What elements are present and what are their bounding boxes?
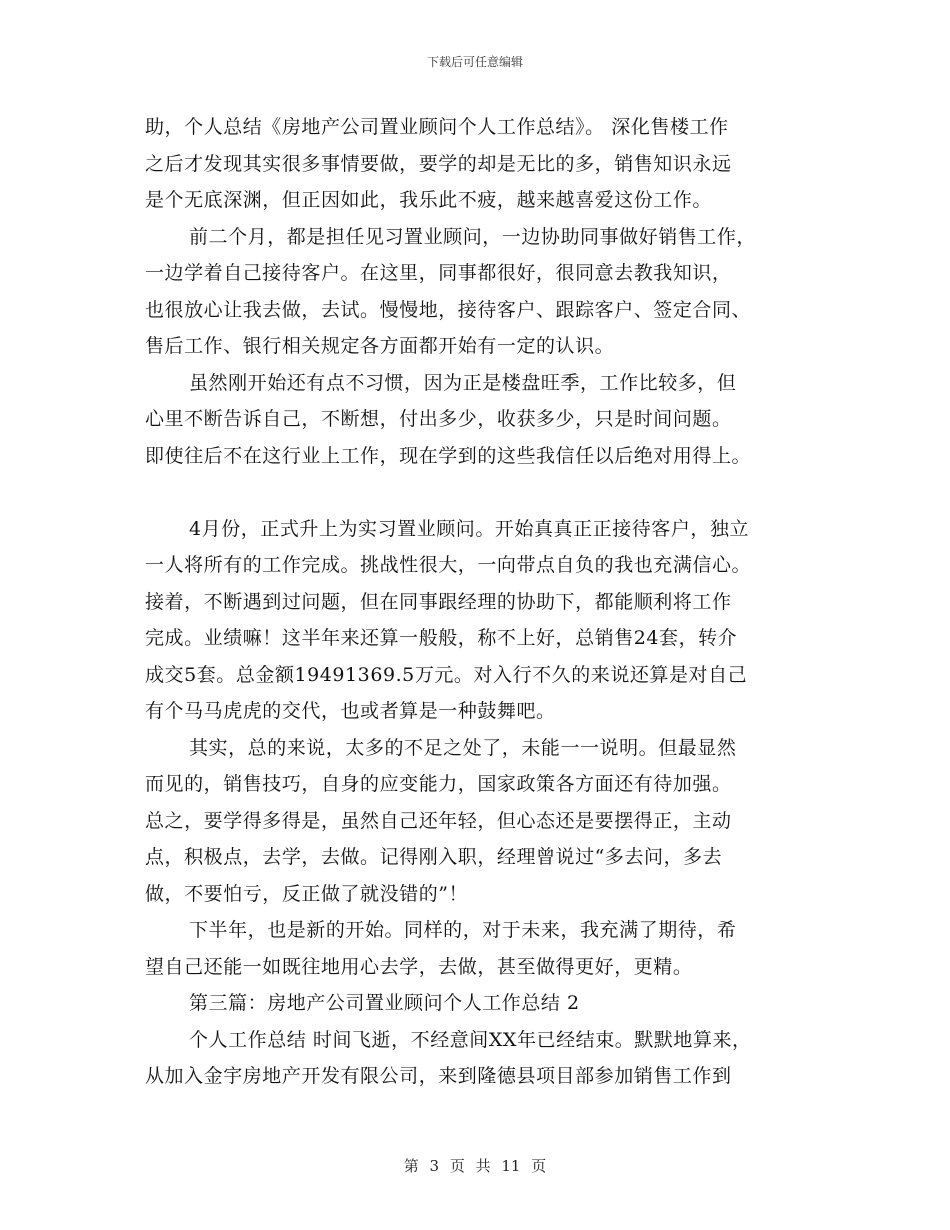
text-line: 即使往后不在这行业上工作，现在学到的这些我信任以后绝对用得上。 xyxy=(145,444,752,467)
text-line: 4月份，正式升上为实习置业顾问。开始真真正正接待客户，独立 xyxy=(189,517,750,540)
text-line: 而见的，销售技巧，自身的应变能力，国家政策各方面还有待加强。 xyxy=(145,773,732,795)
text-line: 是个无底深渊，但正因如此，我乐此不疲，越来越喜爱这份工作。 xyxy=(145,189,712,211)
text-line: 虽然刚开始还有点不习惯，因为正是楼盘旺季，工作比较多，但 xyxy=(189,371,737,394)
text-line: 其实，总的来说，太多的不足之处了，未能一一说明。但最显然 xyxy=(189,736,737,759)
text-line: 个人工作总结 时间飞逝，不经意间XX年已经结束。默默地算来， xyxy=(189,1028,752,1051)
text-line: 从加入金宇房地产开发有限公司，来到隆德县项目部参加销售工作到 xyxy=(145,1065,732,1087)
text-line: 下半年，也是新的开始。同样的，对于未来，我充满了期待，希 xyxy=(189,919,737,941)
text-line: 望自己还能一如既往地用心去学，去做，甚至做得更好，更精。 xyxy=(145,955,693,978)
page-header: 下载后可任意编辑 xyxy=(426,55,523,69)
text-line: 做，不要怕亏，反正做了就没错的”！ xyxy=(145,882,469,905)
text-line: 心里不断告诉自己，不断想，付出多少，收获多少，只是时间问题。 xyxy=(145,408,732,430)
text-line: 一边学着自己接待客户。在这里，同事都很好，很同意去教我知识， xyxy=(145,262,732,284)
text-line: 有个马马虎虎的交代，也或者算是一种鼓舞吧。 xyxy=(145,700,556,722)
text-line: 售后工作、银行相关规定各方面都开始有一定的认识。 xyxy=(145,335,615,357)
text-line: 总之，要学得多得是，虽然自己还年轻，但心态还是要摆得正，主动 xyxy=(145,809,732,832)
text-line: 一人将所有的工作完成。挑战性很大，一向带点自负的我也充满信心。 xyxy=(145,554,752,576)
section-heading: 第三篇：房地产公司置业顾问个人工作总结 2 xyxy=(189,992,580,1014)
text-line: 前二个月，都是担任见习置业顾问，一边协助同事做好销售工作， xyxy=(189,225,756,248)
text-line: 成交5套。总金额19491369.5万元。对入行不久的来说还算是对自己 xyxy=(145,663,748,686)
document-body xyxy=(145,109,810,1095)
text-line: 完成。业绩嘛！这半年来还算一般般，称不上好，总销售24套，转介 xyxy=(145,627,738,649)
text-line: 助，个人总结《房地产公司置业顾问个人工作总结》。 深化售楼工作 xyxy=(145,116,729,138)
page-number-footer: 第 3 页 共 11 页 xyxy=(403,1157,547,1175)
text-line: 也很放心让我去做，去试。慢慢地，接待客户、跟踪客户、签定合同、 xyxy=(145,298,752,321)
blank-line xyxy=(145,474,810,511)
text-line: 点，积极点，去学，去做。记得刚入职，经理曾说过“多去问，多去 xyxy=(145,846,723,868)
text-line: 之后才发现其实很多事情要做，要学的却是无比的多，销售知识永远 xyxy=(145,152,732,175)
text-line: 接着，不断遇到过问题，但在同事跟经理的协助下，都能顺利将工作 xyxy=(145,590,732,613)
